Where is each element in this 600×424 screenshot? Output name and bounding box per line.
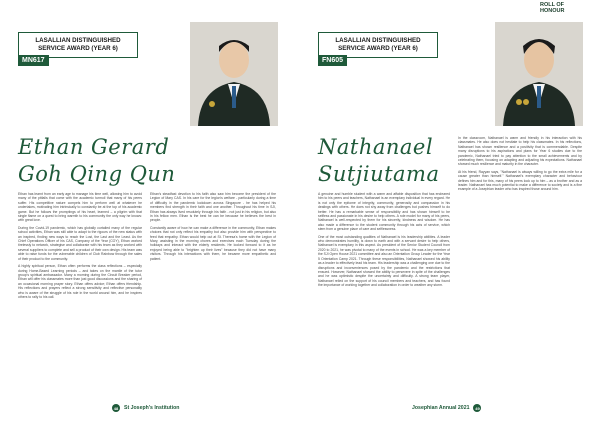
- text-column-1: [318, 192, 450, 291]
- roll-of-honour-badge: [540, 2, 580, 14]
- paragraph: One of the most outstanding qualities of Nathanael is his leadership abilities. A leader who demonstrates humility, is down to earth and with a servant desire to help others, Nathanael is exemplary in this aspect. As president of the Senior Student Council from 2020 to 2021, he was pivotal to many of the events in school. He was a key member of the SJI Open House 2021 committee and also an Orientation Group Leader for the Year 5 Orientation Camp 2021. Through these responsibilities, Nathanael showed his ability as a leader to effectively lead his team. His leadership was a challenging one due to the disruptions and inconveniences posed by the pandemic and the restrictions that ensued. However, Nathanael showed the ability to persevere in spite of the challenges and he was optimistic despite the uncertainty and difficulty. A strong team player, Nathanael relied on the support of his council members and teachers, and has found the importance of working together and collaboration in order to weather any storm.: [318, 234, 450, 288]
- roll-of-honour-line1: ROLL OF: [540, 2, 565, 8]
- right-page: [300, 0, 600, 424]
- paragraph: Constantly aware of how he can make a difference in the community, Ethan makes choices that not only reflect his empathy but also provide him with perspective to feed that empathy. Ethan would help out at St. Theresa's home with the Legion of Mary, assisting in the morning chores and exercises each Tuesday during the holidays and interact with the elderly residents. He looked forward to it as he enjoyed being able to "brighten up their lives" because they did not have many visitors. Through his interactions with them, he became more empathetic and patient.: [150, 225, 276, 261]
- student-photo: [190, 22, 278, 126]
- page-footer: [112, 404, 179, 412]
- page-number: 49: [475, 405, 480, 411]
- footer-text: St Joseph's Institution: [124, 405, 180, 411]
- roll-of-honour-line2: HONOUR: [540, 8, 565, 14]
- paragraph: Ethan's steadfast devotion to his faith also saw him become the president of the Legion of Mary CAS. In his care for the legion's welfare - particularly during a time of difficulty in the pandemic lockdown across Singapore - he has helped his members find strength in their faith and one another. Throughout his time in SJI, Ethan has always lived resolutely through his faith - not just in his religion, but also in his fellow men. Ethan is the best he can be because he believes the best in people.: [150, 192, 276, 223]
- class-code-tag: FN605: [318, 55, 347, 66]
- student-name-line1: Nathanael: [318, 135, 434, 159]
- student-name-line1: Ethan Gerard: [18, 135, 170, 159]
- paragraph: In the classroom, Nathanael is warm and friendly in his interaction with his classmates. He also does not hesitate to help his classmates. In his reflections, Nathanael has shown resilience and a positivity that is commendable. Despite many disruptions to his aspirations and plans for Year 6 studies due to the pandemic, Nathanael tried to pay attention to the small achievements and by celebrating them, focusing on adapting and adjusting his expectations. Nathanael showed much resilience and maturity in the character.: [458, 136, 582, 167]
- class-code-tag: MN617: [18, 55, 49, 66]
- text-column-2: [150, 192, 276, 264]
- student-name-line2: Sutjiutama: [318, 162, 440, 186]
- award-title: LASALLIAN DISTINGUISHED SERVICE AWARD (YEAR 6): [35, 36, 121, 52]
- footer-text: Josephian Annual 2021: [412, 405, 470, 411]
- paragraph: During the Covid-19 pandemic, which has globally curtailed many of the regular school activities, Ethan was still able to adapt to the rigours of the new status with an inspired, finding new ways to reach the Lost, the Last and the Least. As the Chief Operations Officer of his CAS, Company of the Year (COY), Ethan worked tirelessly to network, strategise and collaborate with his team as they worked with several suppliers to complete and sell a product of their own design. His team was able to raise funds for the vulnerable children of Club Rainbow through the sales of their product to the community.: [18, 225, 142, 261]
- paragraph: At his friend, Rayyan says, "Nathanael is always willing to go the extra mile for a cause greater than himself." Nathanael's exemplary character and behaviour defines him and for this, many of his peers look up to him – as a brother and as a leader. Nathanael has much potential to make a difference to society and is a fine example of a Josephian leader who has inspired those around him.: [458, 169, 582, 192]
- student-name: [318, 134, 440, 188]
- text-column-2: [458, 136, 582, 195]
- student-photo: [495, 22, 583, 126]
- paragraph: A genuine and humble student with a warm and affable disposition that has endeared him to his peers and teachers, Nathanael is an exemplary individual in every regard. He is not only the epitome of integrity, community, generosity and compassion in his dealings with others. He does not shy away from challenges but pushes himself to do better. He has a remarkable sense of responsibility and has shown himself to be selfless and passionate in his desire to help others. A role model for many of his peers, Nathanael is well-respected by them for his sincerity, kindness and wisdom. He has also made a difference to the student community through his acts of service, which stem from a genuine place of care and selflessness.: [318, 192, 450, 232]
- paragraph: Ethan has learnt from an early age to manage his time well, allowing him to avoid many of the pitfalls that come with the academic turmoil that many of his peers suffer. His competitive nature compels him to perform well at whatever he undertakes, motivating him intrinsically to constantly be at the top of his academic game. But he follows the promptings of his heart, learned – a pilgrim with that single flame on a quest to bring warmth to his community the only way he knows: with great love.: [18, 192, 142, 223]
- text-column-1: [18, 192, 142, 302]
- paragraph: A highly spiritual person, Ethan often performs the class reflections – especially during Home-Based Learning periods – and takes on the mantle of the tutor group's spiritual ambassador. Many a morning during the Circuit Breaker period, Ethan will offer his classmates more than just good discussions and the sharing of an occasional morning prayer story. Ethan offers advice; Ethan offers friendship. His reflections and prayers reflect a strong sensitivity and reflective personality who is aware of the struggle of his role in the world around him, and he inspires others to rally to his call.: [18, 264, 142, 299]
- page-number: 48: [113, 405, 119, 411]
- student-name-line2: Goh Qing Qun: [18, 162, 176, 186]
- student-name: [18, 134, 175, 188]
- award-title: LASALLIAN DISTINGUISHED SERVICE AWARD (YEAR 6): [335, 36, 421, 52]
- page-footer: [412, 404, 481, 412]
